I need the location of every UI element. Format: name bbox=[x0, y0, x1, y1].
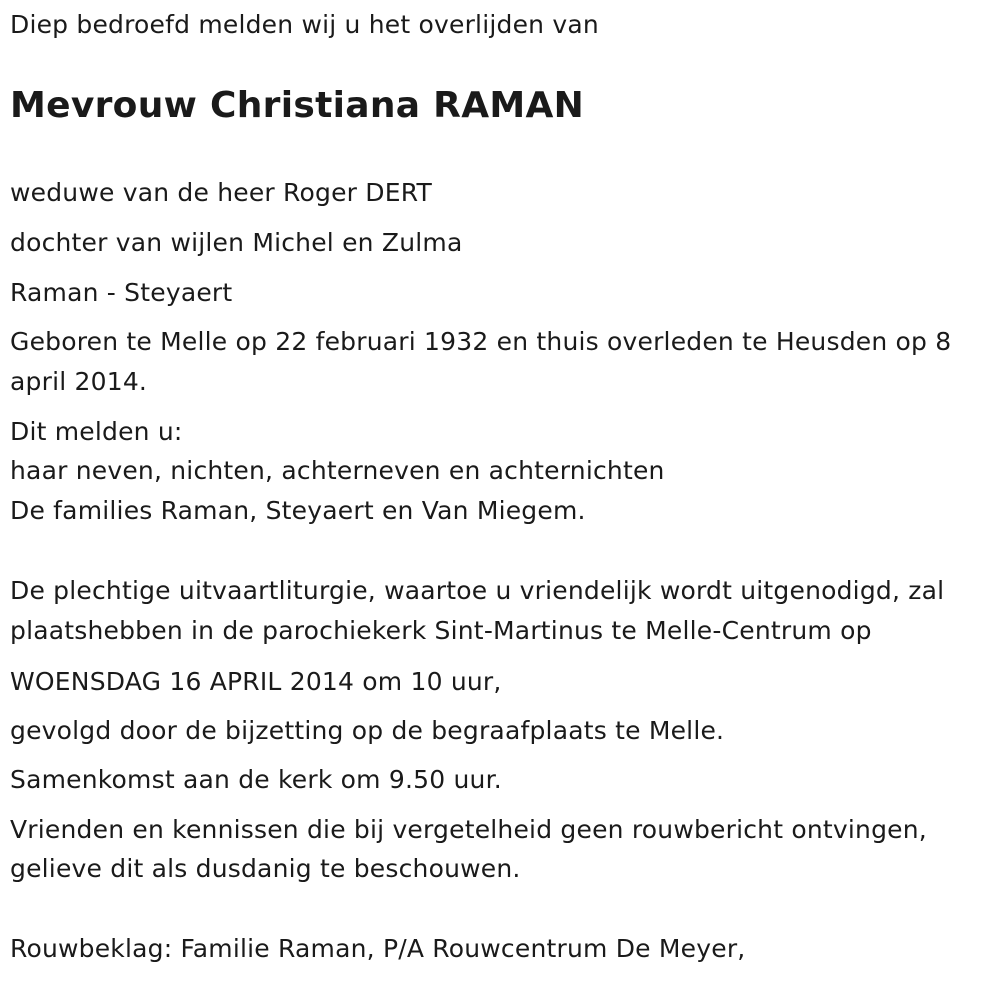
liturgy-line-2: plaatshebben in de parochiekerk Sint-Martinus te Melle-Centrum op bbox=[10, 616, 872, 645]
friends-line-1: Vrienden en kennissen die bij vergetelheid geen rouwbericht ontvingen, bbox=[10, 815, 927, 844]
daughter-of-text: dochter van wijlen Michel en Zulma bbox=[10, 228, 463, 257]
intro-text: Diep bedroefd melden wij u het overlijden van bbox=[10, 10, 599, 39]
friends-line-2: gelieve dit als dusdanig te beschouwen. bbox=[10, 854, 521, 883]
widow-of-text: weduwe van de heer Roger DERT bbox=[10, 178, 432, 207]
burial-text: gevolgd door de bijzetting op de begraafplaats te Melle. bbox=[10, 716, 725, 745]
relatives-text: haar neven, nichten, achterneven en achternichten bbox=[10, 456, 665, 485]
gathering-text: Samenkomst aan de kerk om 9.50 uur. bbox=[10, 765, 502, 794]
parents-surname-text: Raman - Steyaert bbox=[10, 278, 233, 307]
liturgy-line-1: De plechtige uitvaartliturgie, waartoe u vriendelijk wordt uitgenodigd, zal bbox=[10, 576, 945, 605]
birth-death-line-1: Geboren te Melle op 22 februari 1932 en thuis overleden te Heusden op 8 bbox=[10, 327, 952, 356]
birth-death-line-2: april 2014. bbox=[10, 367, 148, 396]
condolences-text: Rouwbeklag: Familie Raman, P/A Rouwcentrum De Meyer, bbox=[10, 934, 746, 963]
announced-by-text: Dit melden u: bbox=[10, 417, 183, 446]
families-text: De families Raman, Steyaert en Van Miegem. bbox=[10, 496, 586, 525]
deceased-name: Mevrouw Christiana RAMAN bbox=[10, 85, 585, 126]
liturgy-date: WOENSDAG 16 APRIL 2014 om 10 uur, bbox=[10, 667, 502, 696]
